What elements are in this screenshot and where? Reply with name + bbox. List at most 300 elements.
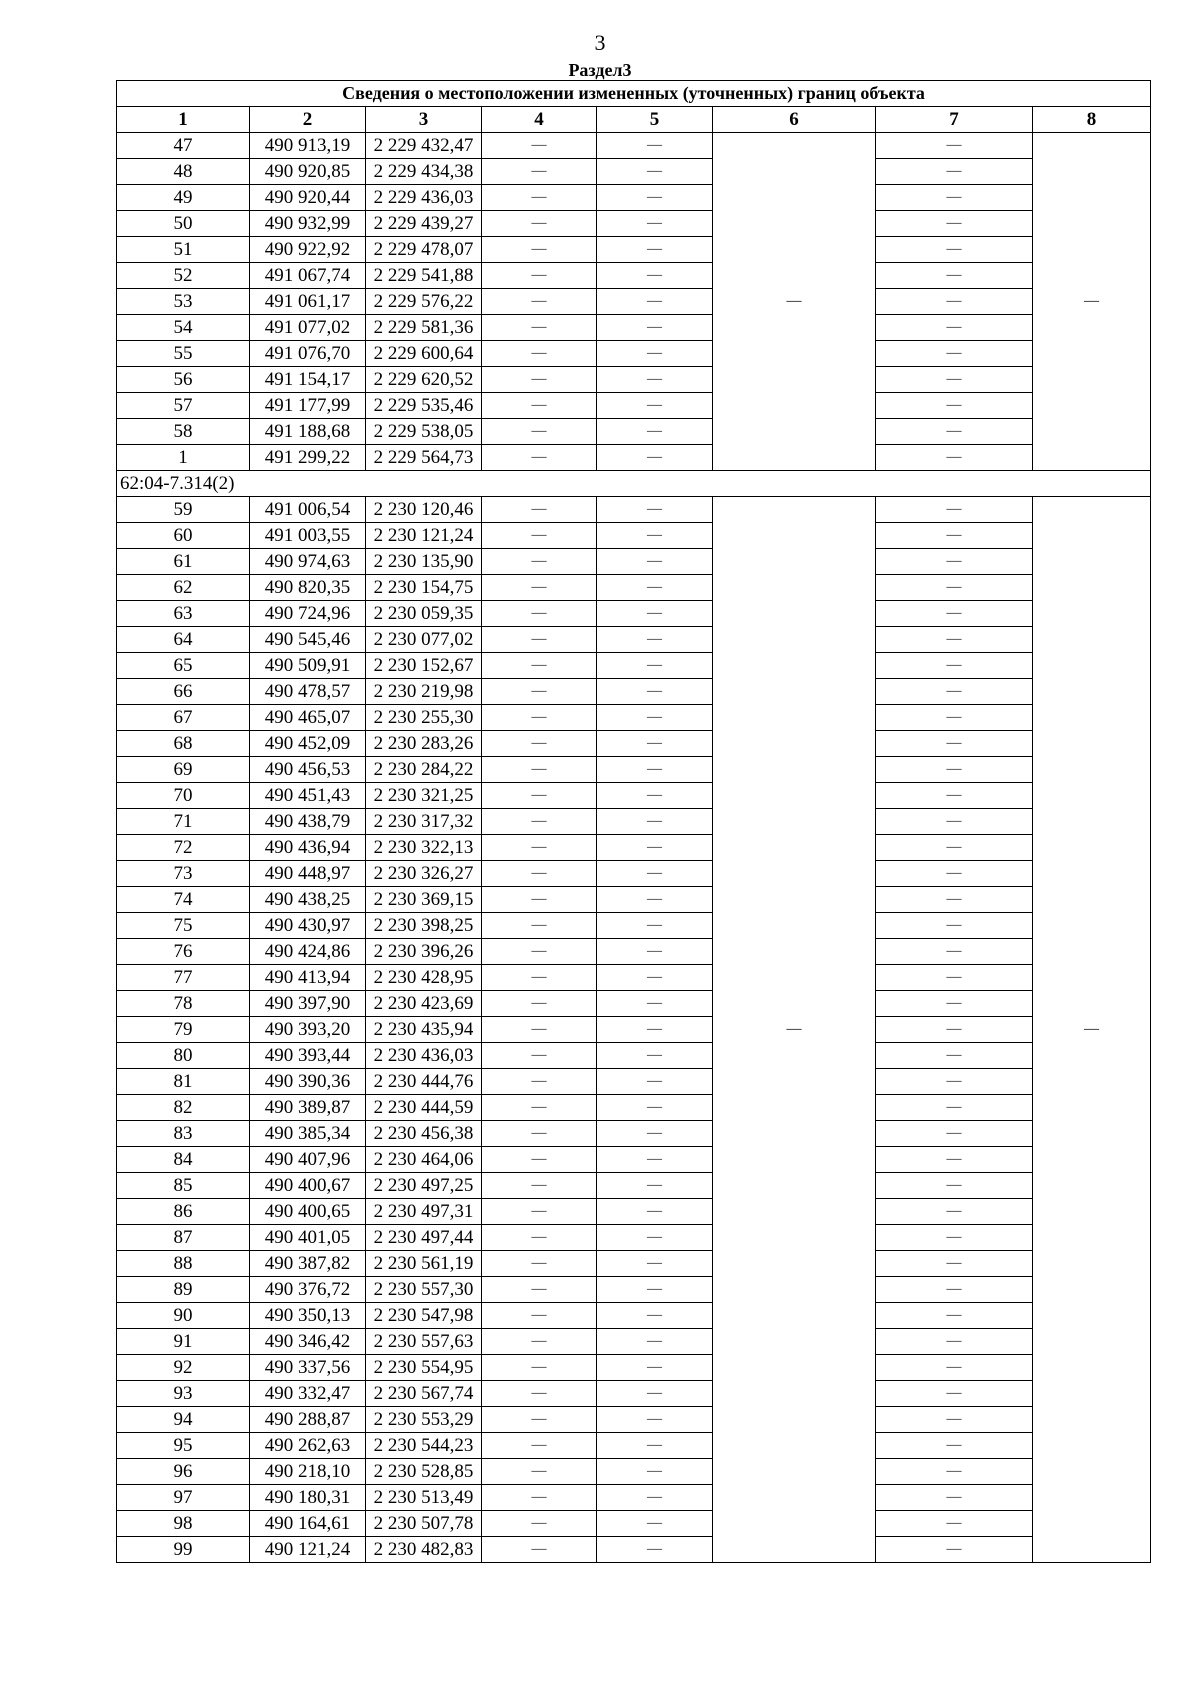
- col5-dash-cell: —: [597, 1121, 713, 1147]
- column-header: 7: [876, 107, 1033, 133]
- x-coordinate-cell: 490 164,61: [250, 1511, 366, 1537]
- table-row: [117, 1433, 1151, 1459]
- y-coordinate-cell: 2 230 561,19: [366, 1251, 482, 1277]
- x-coordinate-cell: 490 430,97: [250, 913, 366, 939]
- point-number-cell: 79: [117, 1017, 250, 1043]
- x-coordinate-cell: 490 452,09: [250, 731, 366, 757]
- y-coordinate-cell: 2 230 497,25: [366, 1173, 482, 1199]
- point-number-cell: 59: [117, 497, 250, 523]
- col5-dash-cell: —: [597, 783, 713, 809]
- point-number-cell: 56: [117, 367, 250, 393]
- point-number-cell: 97: [117, 1485, 250, 1511]
- col4-dash-cell: —: [482, 393, 597, 419]
- col7-dash-cell: —: [876, 627, 1033, 653]
- point-number-cell: 96: [117, 1459, 250, 1485]
- x-coordinate-cell: 490 332,47: [250, 1381, 366, 1407]
- col7-dash-cell: —: [876, 1017, 1033, 1043]
- col7-dash-cell: —: [876, 393, 1033, 419]
- coordinates-table: [116, 80, 1151, 1563]
- col5-dash-cell: —: [597, 289, 713, 315]
- x-coordinate-cell: 490 346,42: [250, 1329, 366, 1355]
- col7-dash-cell: —: [876, 211, 1033, 237]
- point-number-cell: 71: [117, 809, 250, 835]
- col4-dash-cell: —: [482, 1355, 597, 1381]
- y-coordinate-cell: 2 229 581,36: [366, 315, 482, 341]
- y-coordinate-cell: 2 230 219,98: [366, 679, 482, 705]
- table-row: [117, 1017, 1151, 1043]
- col7-dash-cell: —: [876, 1225, 1033, 1251]
- column-header-row: [117, 107, 1151, 133]
- table-row: [117, 289, 1151, 315]
- col4-dash-cell: —: [482, 1017, 597, 1043]
- col5-dash-cell: —: [597, 1381, 713, 1407]
- y-coordinate-cell: 2 229 620,52: [366, 367, 482, 393]
- y-coordinate-cell: 2 230 482,83: [366, 1537, 482, 1563]
- column-header: 8: [1033, 107, 1151, 133]
- col4-dash-cell: —: [482, 1381, 597, 1407]
- y-coordinate-cell: 2 230 497,44: [366, 1225, 482, 1251]
- x-coordinate-cell: 490 262,63: [250, 1433, 366, 1459]
- col5-dash-cell: —: [597, 835, 713, 861]
- y-coordinate-cell: 2 230 444,59: [366, 1095, 482, 1121]
- point-number-cell: 95: [117, 1433, 250, 1459]
- col7-dash-cell: —: [876, 575, 1033, 601]
- col7-dash-cell: —: [876, 835, 1033, 861]
- table-row: [117, 861, 1151, 887]
- y-coordinate-cell: 2 230 322,13: [366, 835, 482, 861]
- col5-dash-cell: —: [597, 1251, 713, 1277]
- col7-dash-cell: —: [876, 159, 1033, 185]
- col4-dash-cell: —: [482, 1199, 597, 1225]
- group-label-row: [117, 471, 1151, 497]
- col7-dash-cell: —: [876, 887, 1033, 913]
- y-coordinate-cell: 2 230 528,85: [366, 1459, 482, 1485]
- y-coordinate-cell: 2 230 557,30: [366, 1277, 482, 1303]
- point-number-cell: 63: [117, 601, 250, 627]
- y-coordinate-cell: 2 229 538,05: [366, 419, 482, 445]
- col7-dash-cell: —: [876, 1511, 1033, 1537]
- col7-dash-cell: —: [876, 237, 1033, 263]
- x-coordinate-cell: 491 077,02: [250, 315, 366, 341]
- col7-dash-cell: —: [876, 1329, 1033, 1355]
- x-coordinate-cell: 490 390,36: [250, 1069, 366, 1095]
- x-coordinate-cell: 490 932,99: [250, 211, 366, 237]
- col5-dash-cell: —: [597, 1329, 713, 1355]
- col4-dash-cell: —: [482, 653, 597, 679]
- table-row: [117, 1225, 1151, 1251]
- y-coordinate-cell: 2 229 436,03: [366, 185, 482, 211]
- col5-dash-cell: —: [597, 1485, 713, 1511]
- x-coordinate-cell: 490 820,35: [250, 575, 366, 601]
- x-coordinate-cell: 490 385,34: [250, 1121, 366, 1147]
- col7-dash-cell: —: [876, 731, 1033, 757]
- point-number-cell: 62: [117, 575, 250, 601]
- point-number-cell: 90: [117, 1303, 250, 1329]
- point-number-cell: 92: [117, 1355, 250, 1381]
- point-number-cell: 88: [117, 1251, 250, 1277]
- y-coordinate-cell: 2 230 255,30: [366, 705, 482, 731]
- col5-dash-cell: —: [597, 1017, 713, 1043]
- point-number-cell: 78: [117, 991, 250, 1017]
- col7-dash-cell: —: [876, 1277, 1033, 1303]
- col7-dash-cell: —: [876, 1043, 1033, 1069]
- x-coordinate-cell: 490 350,13: [250, 1303, 366, 1329]
- point-number-cell: 72: [117, 835, 250, 861]
- x-coordinate-cell: 491 003,55: [250, 523, 366, 549]
- column-header: 3: [366, 107, 482, 133]
- table-row: [117, 133, 1151, 159]
- col4-dash-cell: —: [482, 367, 597, 393]
- col4-dash-cell: —: [482, 991, 597, 1017]
- col4-dash-cell: —: [482, 263, 597, 289]
- table-caption: Сведения о местоположении измененных (уточненных) границ объекта: [117, 81, 1151, 107]
- col5-dash-cell: —: [597, 991, 713, 1017]
- col7-dash-cell: —: [876, 653, 1033, 679]
- point-number-cell: 84: [117, 1147, 250, 1173]
- col5-dash-cell: —: [597, 887, 713, 913]
- col5-dash-cell: —: [597, 705, 713, 731]
- col4-dash-cell: —: [482, 133, 597, 159]
- col4-dash-cell: —: [482, 159, 597, 185]
- column-header: 4: [482, 107, 597, 133]
- table-row: [117, 549, 1151, 575]
- col7-dash-cell: —: [876, 1251, 1033, 1277]
- point-number-cell: 89: [117, 1277, 250, 1303]
- col4-dash-cell: —: [482, 1043, 597, 1069]
- point-number-cell: 75: [117, 913, 250, 939]
- x-coordinate-cell: 490 436,94: [250, 835, 366, 861]
- col5-dash-cell: —: [597, 445, 713, 471]
- x-coordinate-cell: 490 438,25: [250, 887, 366, 913]
- table-row: [117, 757, 1151, 783]
- col5-dash-cell: —: [597, 1199, 713, 1225]
- y-coordinate-cell: 2 230 398,25: [366, 913, 482, 939]
- point-number-cell: 64: [117, 627, 250, 653]
- table-row: [117, 211, 1151, 237]
- col5-dash-cell: —: [597, 965, 713, 991]
- col4-dash-cell: —: [482, 575, 597, 601]
- point-number-cell: 80: [117, 1043, 250, 1069]
- point-number-cell: 55: [117, 341, 250, 367]
- col7-dash-cell: —: [876, 939, 1033, 965]
- col4-dash-cell: —: [482, 1485, 597, 1511]
- table-row: [117, 1459, 1151, 1485]
- col4-dash-cell: —: [482, 1433, 597, 1459]
- col4-dash-cell: —: [482, 549, 597, 575]
- y-coordinate-cell: 2 230 436,03: [366, 1043, 482, 1069]
- column-header: 1: [117, 107, 250, 133]
- point-number-cell: 69: [117, 757, 250, 783]
- table-row: [117, 419, 1151, 445]
- y-coordinate-cell: 2 230 423,69: [366, 991, 482, 1017]
- point-number-cell: 73: [117, 861, 250, 887]
- col5-dash-cell: —: [597, 1277, 713, 1303]
- table-row: [117, 679, 1151, 705]
- point-number-cell: 68: [117, 731, 250, 757]
- col5-dash-cell: —: [597, 133, 713, 159]
- y-coordinate-cell: 2 230 369,15: [366, 887, 482, 913]
- table-row: [117, 263, 1151, 289]
- table-row: [117, 1199, 1151, 1225]
- table-row: [117, 1069, 1151, 1095]
- col4-dash-cell: —: [482, 315, 597, 341]
- x-coordinate-cell: 490 397,90: [250, 991, 366, 1017]
- table-row: [117, 1251, 1151, 1277]
- x-coordinate-cell: 490 438,79: [250, 809, 366, 835]
- col4-dash-cell: —: [482, 1069, 597, 1095]
- point-number-cell: 49: [117, 185, 250, 211]
- column-header: 2: [250, 107, 366, 133]
- col4-dash-cell: —: [482, 1147, 597, 1173]
- x-coordinate-cell: 491 076,70: [250, 341, 366, 367]
- point-number-cell: 61: [117, 549, 250, 575]
- col7-dash-cell: —: [876, 913, 1033, 939]
- col5-dash-cell: —: [597, 1069, 713, 1095]
- col7-dash-cell: —: [876, 809, 1033, 835]
- x-coordinate-cell: 490 974,63: [250, 549, 366, 575]
- col4-dash-cell: —: [482, 289, 597, 315]
- y-coordinate-cell: 2 230 544,23: [366, 1433, 482, 1459]
- point-number-cell: 67: [117, 705, 250, 731]
- table-row: [117, 1485, 1151, 1511]
- col5-dash-cell: —: [597, 1407, 713, 1433]
- col6-merged-dash-cell: —: [713, 133, 876, 471]
- x-coordinate-cell: 490 413,94: [250, 965, 366, 991]
- col5-dash-cell: —: [597, 809, 713, 835]
- group-label: 62:04-7.314(2): [117, 471, 1151, 497]
- y-coordinate-cell: 2 230 456,38: [366, 1121, 482, 1147]
- table-row: [117, 1147, 1151, 1173]
- col5-dash-cell: —: [597, 497, 713, 523]
- col7-dash-cell: —: [876, 1355, 1033, 1381]
- col7-dash-cell: —: [876, 133, 1033, 159]
- col7-dash-cell: —: [876, 1381, 1033, 1407]
- x-coordinate-cell: 490 337,56: [250, 1355, 366, 1381]
- table-row: [117, 575, 1151, 601]
- table-row: [117, 1511, 1151, 1537]
- col4-dash-cell: —: [482, 913, 597, 939]
- point-number-cell: 1: [117, 445, 250, 471]
- point-number-cell: 70: [117, 783, 250, 809]
- page-number: 3: [594, 30, 606, 55]
- x-coordinate-cell: 490 389,87: [250, 1095, 366, 1121]
- point-number-cell: 85: [117, 1173, 250, 1199]
- col5-dash-cell: —: [597, 393, 713, 419]
- point-number-cell: 52: [117, 263, 250, 289]
- table-row: [117, 497, 1151, 523]
- col5-dash-cell: —: [597, 1043, 713, 1069]
- col4-dash-cell: —: [482, 705, 597, 731]
- col4-dash-cell: —: [482, 679, 597, 705]
- point-number-cell: 91: [117, 1329, 250, 1355]
- col5-dash-cell: —: [597, 159, 713, 185]
- table-row: [117, 653, 1151, 679]
- col7-dash-cell: —: [876, 1433, 1033, 1459]
- table-row: [117, 887, 1151, 913]
- y-coordinate-cell: 2 230 154,75: [366, 575, 482, 601]
- col4-dash-cell: —: [482, 861, 597, 887]
- table-row: [117, 523, 1151, 549]
- table-row: [117, 445, 1151, 471]
- col7-dash-cell: —: [876, 601, 1033, 627]
- table-row: [117, 1095, 1151, 1121]
- col7-dash-cell: —: [876, 1407, 1033, 1433]
- table-caption-row: [117, 81, 1151, 107]
- y-coordinate-cell: 2 230 428,95: [366, 965, 482, 991]
- x-coordinate-cell: 491 299,22: [250, 445, 366, 471]
- col4-dash-cell: —: [482, 731, 597, 757]
- x-coordinate-cell: 490 509,91: [250, 653, 366, 679]
- col4-dash-cell: —: [482, 185, 597, 211]
- y-coordinate-cell: 2 229 434,38: [366, 159, 482, 185]
- x-coordinate-cell: 490 465,07: [250, 705, 366, 731]
- y-coordinate-cell: 2 229 535,46: [366, 393, 482, 419]
- point-number-cell: 47: [117, 133, 250, 159]
- col7-dash-cell: —: [876, 1121, 1033, 1147]
- y-coordinate-cell: 2 229 432,47: [366, 133, 482, 159]
- col8-merged-dash-cell: —: [1033, 497, 1151, 1563]
- point-number-cell: 81: [117, 1069, 250, 1095]
- y-coordinate-cell: 2 230 135,90: [366, 549, 482, 575]
- x-coordinate-cell: 490 922,92: [250, 237, 366, 263]
- col4-dash-cell: —: [482, 757, 597, 783]
- col5-dash-cell: —: [597, 341, 713, 367]
- point-number-cell: 53: [117, 289, 250, 315]
- col4-dash-cell: —: [482, 1537, 597, 1563]
- col7-dash-cell: —: [876, 1303, 1033, 1329]
- x-coordinate-cell: 490 920,85: [250, 159, 366, 185]
- col4-dash-cell: —: [482, 1407, 597, 1433]
- x-coordinate-cell: 490 393,44: [250, 1043, 366, 1069]
- col4-dash-cell: —: [482, 601, 597, 627]
- table-row: [117, 1537, 1151, 1563]
- y-coordinate-cell: 2 230 321,25: [366, 783, 482, 809]
- col7-dash-cell: —: [876, 497, 1033, 523]
- x-coordinate-cell: 490 913,19: [250, 133, 366, 159]
- col4-dash-cell: —: [482, 887, 597, 913]
- table-row: [117, 783, 1151, 809]
- section-title: Раздел3: [568, 60, 632, 80]
- table-row: [117, 237, 1151, 263]
- y-coordinate-cell: 2 230 152,67: [366, 653, 482, 679]
- col7-dash-cell: —: [876, 263, 1033, 289]
- point-number-cell: 76: [117, 939, 250, 965]
- x-coordinate-cell: 490 218,10: [250, 1459, 366, 1485]
- point-number-cell: 74: [117, 887, 250, 913]
- point-number-cell: 54: [117, 315, 250, 341]
- x-coordinate-cell: 490 407,96: [250, 1147, 366, 1173]
- y-coordinate-cell: 2 230 497,31: [366, 1199, 482, 1225]
- point-number-cell: 65: [117, 653, 250, 679]
- y-coordinate-cell: 2 230 444,76: [366, 1069, 482, 1095]
- y-coordinate-cell: 2 229 564,73: [366, 445, 482, 471]
- table-row: [117, 1303, 1151, 1329]
- col7-dash-cell: —: [876, 1069, 1033, 1095]
- x-coordinate-cell: 490 545,46: [250, 627, 366, 653]
- col5-dash-cell: —: [597, 627, 713, 653]
- y-coordinate-cell: 2 230 567,74: [366, 1381, 482, 1407]
- y-coordinate-cell: 2 230 435,94: [366, 1017, 482, 1043]
- col4-dash-cell: —: [482, 523, 597, 549]
- col7-dash-cell: —: [876, 367, 1033, 393]
- y-coordinate-cell: 2 230 317,32: [366, 809, 482, 835]
- table-row: [117, 1277, 1151, 1303]
- col5-dash-cell: —: [597, 913, 713, 939]
- col5-dash-cell: —: [597, 679, 713, 705]
- table-row: [117, 393, 1151, 419]
- col4-dash-cell: —: [482, 1173, 597, 1199]
- col4-dash-cell: —: [482, 1303, 597, 1329]
- col7-dash-cell: —: [876, 1173, 1033, 1199]
- col4-dash-cell: —: [482, 445, 597, 471]
- col4-dash-cell: —: [482, 237, 597, 263]
- y-coordinate-cell: 2 230 554,95: [366, 1355, 482, 1381]
- point-number-cell: 83: [117, 1121, 250, 1147]
- col5-dash-cell: —: [597, 315, 713, 341]
- col4-dash-cell: —: [482, 1095, 597, 1121]
- x-coordinate-cell: 491 177,99: [250, 393, 366, 419]
- table-row: [117, 1355, 1151, 1381]
- col4-dash-cell: —: [482, 497, 597, 523]
- col7-dash-cell: —: [876, 419, 1033, 445]
- col5-dash-cell: —: [597, 211, 713, 237]
- col5-dash-cell: —: [597, 263, 713, 289]
- x-coordinate-cell: 491 188,68: [250, 419, 366, 445]
- col7-dash-cell: —: [876, 679, 1033, 705]
- col7-dash-cell: —: [876, 1147, 1033, 1173]
- y-coordinate-cell: 2 230 507,78: [366, 1511, 482, 1537]
- col5-dash-cell: —: [597, 601, 713, 627]
- point-number-cell: 48: [117, 159, 250, 185]
- table-row: [117, 1121, 1151, 1147]
- col5-dash-cell: —: [597, 1147, 713, 1173]
- col4-dash-cell: —: [482, 783, 597, 809]
- point-number-cell: 50: [117, 211, 250, 237]
- table-row: [117, 939, 1151, 965]
- col7-dash-cell: —: [876, 549, 1033, 575]
- point-number-cell: 98: [117, 1511, 250, 1537]
- table-row: [117, 627, 1151, 653]
- col5-dash-cell: —: [597, 1173, 713, 1199]
- col5-dash-cell: —: [597, 1303, 713, 1329]
- x-coordinate-cell: 490 456,53: [250, 757, 366, 783]
- col7-dash-cell: —: [876, 1095, 1033, 1121]
- table-row: [117, 1329, 1151, 1355]
- table-row: [117, 159, 1151, 185]
- point-number-cell: 51: [117, 237, 250, 263]
- y-coordinate-cell: 2 230 120,46: [366, 497, 482, 523]
- col4-dash-cell: —: [482, 341, 597, 367]
- table-row: [117, 367, 1151, 393]
- column-header: 5: [597, 107, 713, 133]
- col5-dash-cell: —: [597, 939, 713, 965]
- column-header: 6: [713, 107, 876, 133]
- col5-dash-cell: —: [597, 1511, 713, 1537]
- y-coordinate-cell: 2 230 513,49: [366, 1485, 482, 1511]
- col4-dash-cell: —: [482, 809, 597, 835]
- y-coordinate-cell: 2 230 326,27: [366, 861, 482, 887]
- col5-dash-cell: —: [597, 419, 713, 445]
- col4-dash-cell: —: [482, 965, 597, 991]
- table-row: [117, 991, 1151, 1017]
- col4-dash-cell: —: [482, 1277, 597, 1303]
- col5-dash-cell: —: [597, 523, 713, 549]
- point-number-cell: 57: [117, 393, 250, 419]
- col4-dash-cell: —: [482, 1251, 597, 1277]
- col5-dash-cell: —: [597, 861, 713, 887]
- col7-dash-cell: —: [876, 1485, 1033, 1511]
- col5-dash-cell: —: [597, 575, 713, 601]
